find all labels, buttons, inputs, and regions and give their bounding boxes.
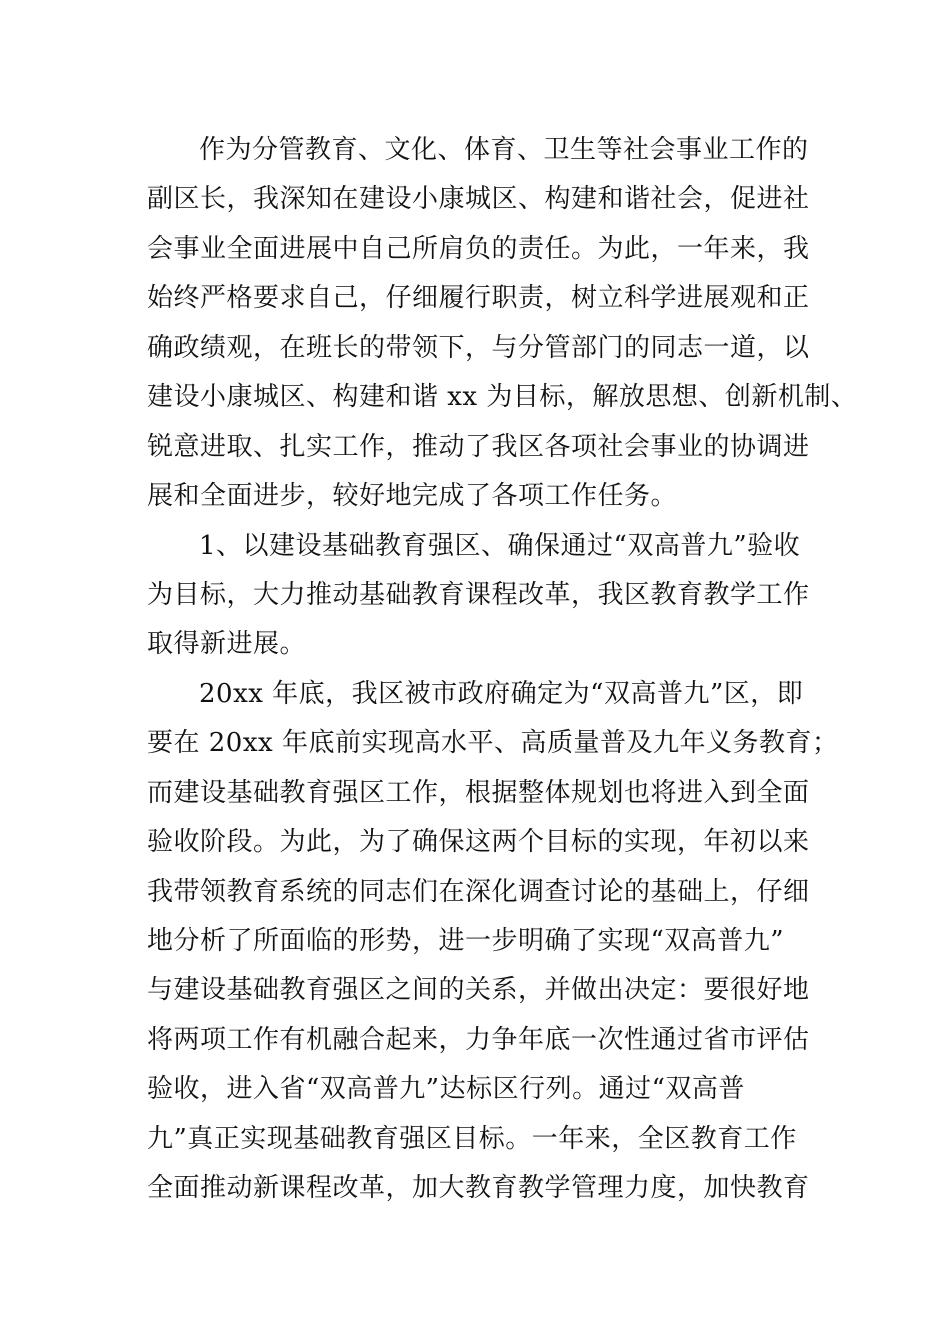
text-line: 展和全面进步，较好地完成了各项工作任务。 bbox=[147, 481, 678, 512]
text-line: 将两项工作有机融合起来，力争年底一次性通过省市评估 bbox=[147, 1024, 810, 1055]
text-line: 要在 20xx 年底前实现高水平、高质量普及九年义务教育； bbox=[147, 728, 839, 759]
text-line: 我带领教育系统的同志们在深化调查讨论的基础上，仔细 bbox=[147, 876, 810, 907]
text-line: 九”真正实现基础教育强区目标。一年来，全区教育工作 bbox=[147, 1123, 797, 1154]
text-line: 地分析了所面临的形势，进一步明确了实现“双高普九” bbox=[147, 926, 785, 956]
text-line: 作为分管教育、文化、体育、卫生等社会事业工作的 bbox=[199, 135, 809, 165]
text-line: 全面推动新课程改革，加大教育教学管理力度，加快教育 bbox=[147, 1173, 810, 1204]
text-line: 建设小康城区、构建和谐 xx 为目标，解放思想、创新机制、 bbox=[147, 382, 858, 413]
text-line: 锐意进取、扎实工作，推动了我区各项社会事业的协调进 bbox=[147, 431, 810, 462]
text-line: 验收阶段。为此，为了确保这两个目标的实现，年初以来 bbox=[147, 827, 810, 858]
text-line: 确政绩观，在班长的带领下，与分管部门的同志一道，以 bbox=[147, 332, 810, 363]
section-heading: 取得新进展。 bbox=[147, 629, 307, 660]
text-line: 而建设基础教育强区工作，根据整体规划也将进入到全面 bbox=[147, 777, 810, 808]
document-body bbox=[147, 126, 858, 1214]
text-line: 20xx 年底，我区被市政府确定为“双高普九”区，即 bbox=[199, 678, 804, 709]
text-line: 会事业全面进展中自己所肩负的责任。为此，一年来，我 bbox=[147, 233, 810, 264]
text-line: 与建设基础教育强区之间的关系，并做出决定：要很好地 bbox=[147, 975, 810, 1006]
text-line: 验收，进入省“双高普九”达标区行列。通过“双高普 bbox=[147, 1074, 745, 1105]
section-heading: 1、以建设基础教育强区、确保通过“双高普九”验收 bbox=[199, 530, 801, 561]
text-line: 始终严格要求自己，仔细履行职责，树立科学进展观和正 bbox=[147, 283, 810, 314]
text-line: 副区长，我深知在建设小康城区、构建和谐社会，促进社 bbox=[147, 184, 810, 215]
section-heading: 为目标，大力推动基础教育课程改革，我区教育教学工作 bbox=[147, 579, 810, 610]
